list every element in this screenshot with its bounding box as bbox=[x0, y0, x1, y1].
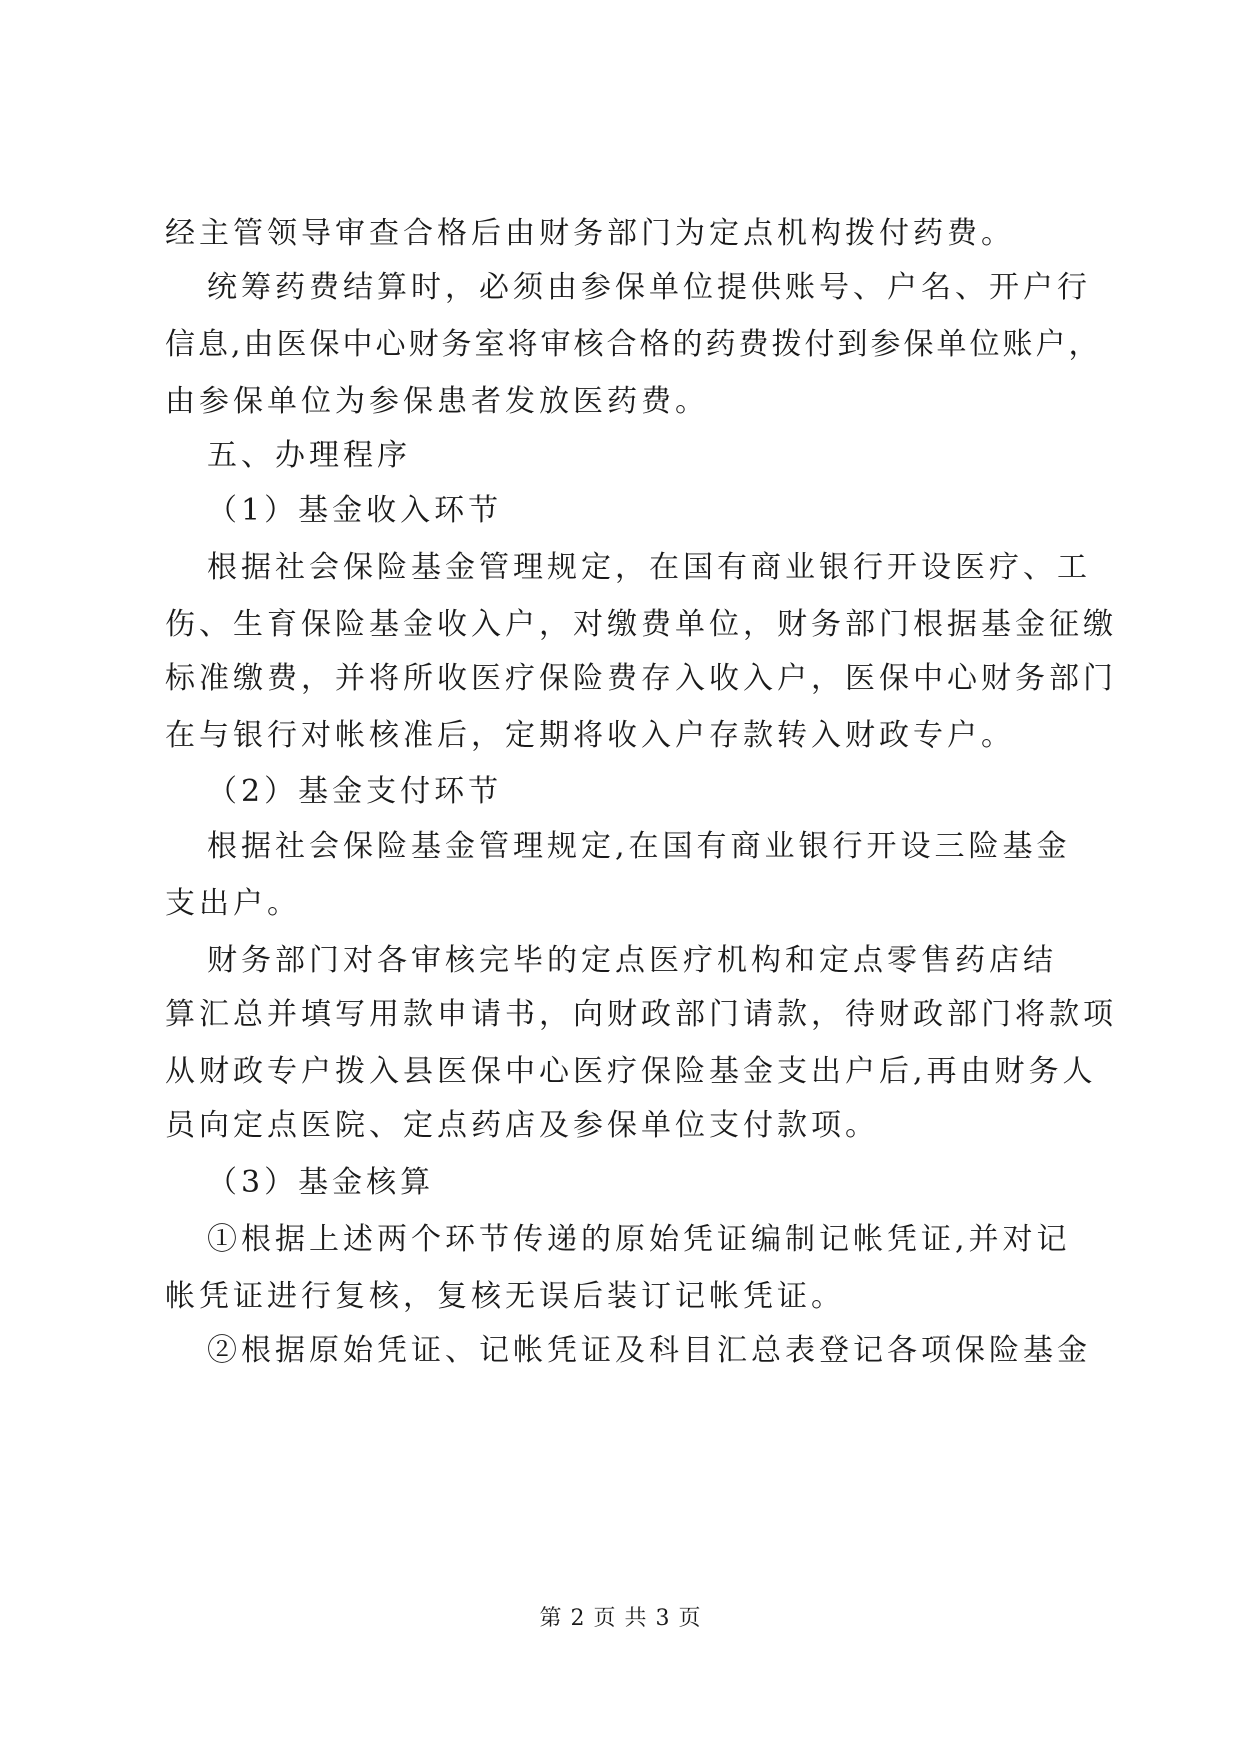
text-line: 标准缴费，并将所收医疗保险费存入收入户，医保中心财务部门 bbox=[165, 661, 1117, 696]
text-line: 信息,由医保中心财务室将审核合格的药费拨付到参保单位账户， bbox=[165, 327, 1102, 362]
page-footer: 第 2 页 共 3 页 bbox=[539, 1606, 702, 1631]
text-line: 伤、生育保险基金收入户，对缴费单位，财务部门根据基金征缴 bbox=[165, 607, 1117, 642]
paragraph-start: 根据社会保险基金管理规定,在国有商业银行开设三险基金 bbox=[207, 829, 1071, 864]
section-heading: 五、办理程序 bbox=[207, 438, 411, 473]
paragraph-start: ②根据原始凭证、记帐凭证及科目汇总表登记各项保险基金 bbox=[207, 1333, 1091, 1368]
text-line: 由参保单位为参保患者发放医药费。 bbox=[165, 384, 709, 419]
text-line: 在与银行对帐核准后，定期将收入户存款转入财政专户。 bbox=[165, 718, 1015, 753]
text-line: 从财政专户拨入县医保中心医疗保险基金支出户后,再由财务人 bbox=[165, 1054, 1097, 1089]
paragraph-start: 财务部门对各审核完毕的定点医疗机构和定点零售药店结 bbox=[207, 943, 1057, 978]
text-line: 经主管领导审查合格后由财务部门为定点机构拨付药费。 bbox=[165, 216, 1015, 251]
subsection-heading: （3）基金核算 bbox=[207, 1165, 435, 1200]
subsection-heading: （2）基金支付环节 bbox=[207, 774, 503, 809]
text-line: 算汇总并填写用款申请书，向财政部门请款，待财政部门将款项 bbox=[165, 997, 1117, 1032]
paragraph-start: ①根据上述两个环节传递的原始凭证编制记帐凭证,并对记 bbox=[207, 1222, 1071, 1257]
paragraph-start: 统筹药费结算时，必须由参保单位提供账号、户名、开户行 bbox=[207, 270, 1091, 305]
paragraph-start: 根据社会保险基金管理规定，在国有商业银行开设医疗、工 bbox=[207, 550, 1091, 585]
text-line: 帐凭证进行复核，复核无误后装订记帐凭证。 bbox=[165, 1279, 845, 1314]
subsection-heading: （1）基金收入环节 bbox=[207, 493, 503, 528]
text-line: 员向定点医院、定点药店及参保单位支付款项。 bbox=[165, 1108, 879, 1143]
text-line: 支出户。 bbox=[165, 886, 301, 921]
